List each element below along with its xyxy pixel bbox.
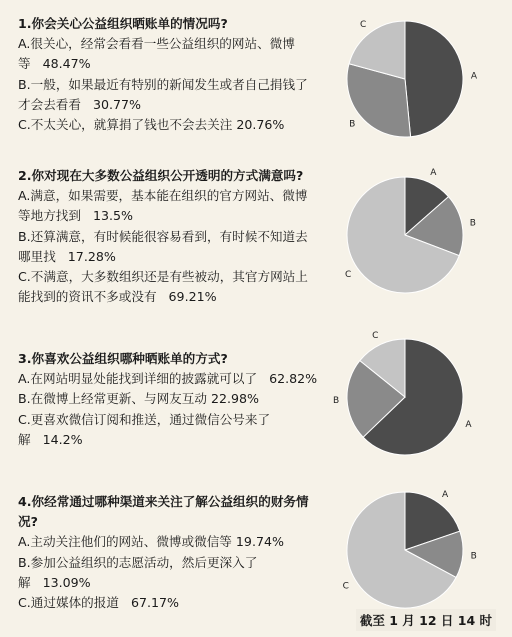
- pie-4-label-a: A: [442, 489, 449, 500]
- question-2-option-a: A.满意，如果需要，基本能在组织的官方网站、微博等地方找到 13.5%: [18, 188, 308, 224]
- question-1-option-a: A.很关心，经常会看看一些公益组织的网站、微博等 48.47%: [18, 36, 295, 72]
- pie-4-label-b: B: [470, 551, 477, 562]
- pie-chart-2: [330, 160, 480, 310]
- pie-3-label-c: C: [372, 330, 379, 341]
- question-3-option-b: B.在微博上经常更新、与网友互动 22.98%: [18, 391, 260, 407]
- pie-2-label-b: B: [469, 218, 476, 229]
- question-3-block: [18, 349, 318, 450]
- question-4-option-c: C.通过媒体的报道 67.17%: [18, 595, 179, 611]
- question-3-option-c: C.更喜欢微信订阅和推送，通过微信公号来了解 14.2%: [18, 411, 271, 447]
- question-4-block: [18, 492, 318, 613]
- pie-chart-3: [330, 322, 480, 472]
- pie-3-label-a: A: [465, 420, 472, 431]
- pie-4-label-c: C: [342, 581, 349, 592]
- pie-2-label-c: C: [345, 270, 352, 281]
- pie-1-slice-a: [405, 21, 463, 137]
- question-1-option-c: C.不太关心，就算捐了钱也不会去关注 20.76%: [18, 117, 285, 133]
- pie-1-label-b: B: [349, 119, 356, 130]
- pie-1-label-c: C: [359, 20, 367, 31]
- pie-3-label-b: B: [332, 395, 340, 406]
- question-2-option-c: C.不满意，大多数组织还是有些被动，其官方网站上能找到的资讯不多或没有 69.21%: [18, 269, 308, 305]
- pie-chart-4: [330, 475, 480, 625]
- question-2-option-b: B.还算满意，有时候能很容易看到，有时候不知道去哪里找 17.28%: [18, 228, 308, 264]
- question-1-block: [18, 14, 318, 135]
- timestamp-note: 截至 1 月 12 日 14 时: [356, 609, 496, 631]
- question-2-block: [18, 166, 318, 307]
- question-2-title: 2.你对现在大多数公益组织公开透明的方式满意吗?: [18, 168, 304, 183]
- question-1-title: 1.你会关心公益组织晒账单的情况吗?: [18, 16, 228, 31]
- pie-2-label-a: A: [430, 168, 437, 179]
- question-4-title: 4.你经常通过哪种渠道来关注了解公益组织的财务情况?: [18, 494, 309, 530]
- pie-chart-1: [330, 4, 480, 154]
- question-3-title: 3.你喜欢公益组织哪种晒账单的方式?: [18, 351, 228, 366]
- question-3-option-a: A.在网站明显处能找到详细的披露就可以了 62.82%: [18, 371, 318, 387]
- question-1-option-b: B.一般，如果最近有特别的新闻发生或者自己捐钱了才会去看看 30.77%: [18, 76, 308, 112]
- question-4-option-b: B.参加公益组织的志愿活动，然后更深入了解 13.09%: [18, 554, 258, 590]
- pie-1-label-a: A: [470, 71, 478, 82]
- question-4-option-a: A.主动关注他们的网站、微博或微信等 19.74%: [18, 534, 284, 550]
